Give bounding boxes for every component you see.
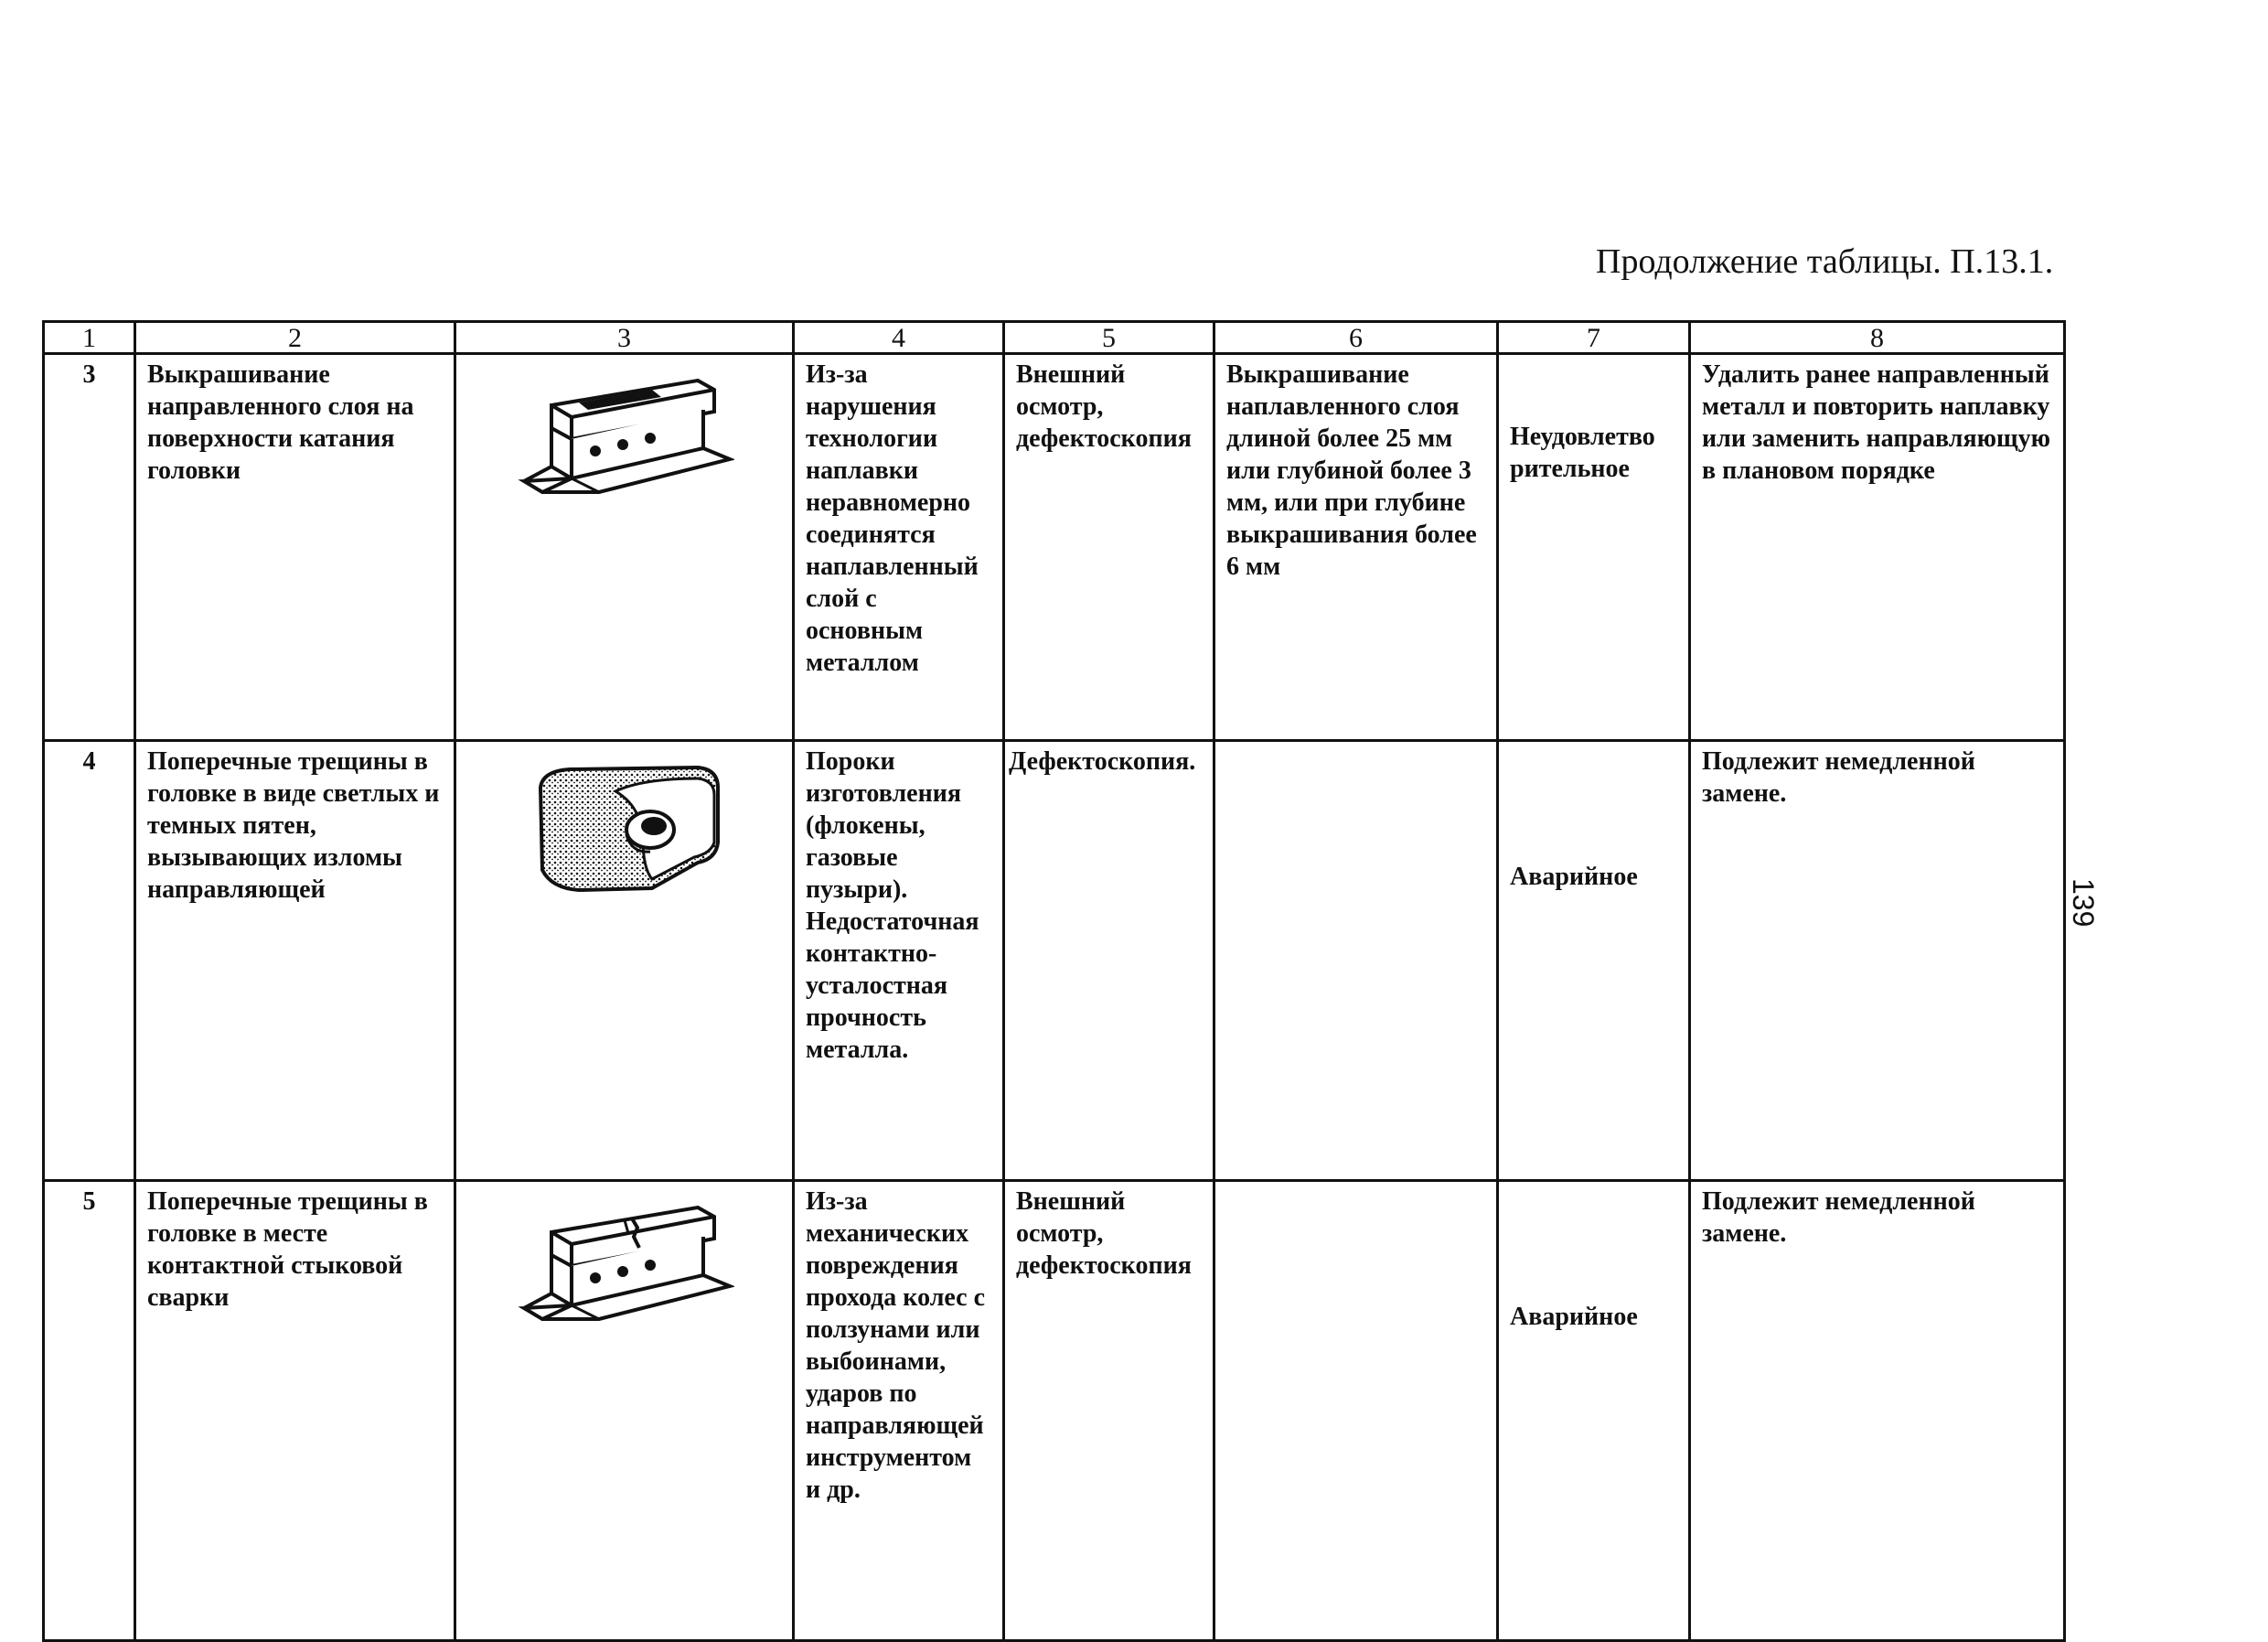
header-cell: 8 — [1690, 322, 2065, 354]
defect-cause: Из-за нарушения технологии наплавки неравномерно соединятся наплавленный слой с основным металлом — [794, 354, 1004, 741]
row-number: 3 — [44, 354, 135, 741]
defect-description: Поперечные трещины в головке в виде светлых и темных пятен, вызывающих изломы направляющей — [135, 741, 455, 1181]
header-cell: 3 — [455, 322, 794, 354]
inspection-method: Внешний осмотр, дефектоскопия — [1004, 1181, 1214, 1641]
inspection-method: Дефектоскопия. — [1004, 741, 1214, 1181]
required-action: Удалить ранее направленный металл и повторить наплавку или заменить направляющую в плановом порядке — [1690, 354, 2065, 741]
header-cell: 2 — [135, 322, 455, 354]
rail-spalling-sketch-icon — [515, 364, 734, 501]
required-action: Подлежит немедленной замене. — [1690, 741, 2065, 1181]
defect-sketch — [455, 1181, 794, 1641]
table-row — [44, 1181, 2065, 1641]
rail-weld-crack-sketch-icon — [515, 1191, 734, 1328]
defect-description: Поперечные трещины в головке в месте контактной стыковой сварки — [135, 1181, 455, 1641]
defect-sketch — [455, 741, 794, 1181]
inspection-method: Внешний осмотр, дефектоскопия — [1004, 354, 1214, 741]
header-cell: 4 — [794, 322, 1004, 354]
header-cell: 7 — [1498, 322, 1690, 354]
rejection-criteria — [1214, 741, 1498, 1181]
header-cell: 1 — [44, 322, 135, 354]
table-caption: Продолжение таблицы. П.13.1. — [1596, 242, 2054, 281]
header-cell: 6 — [1214, 322, 1498, 354]
header-cell: 5 — [1004, 322, 1214, 354]
defect-description: Выкрашивание направленного слоя на поверхности катания головки — [135, 354, 455, 741]
table-row — [44, 741, 2065, 1181]
condition-rating: Неудовлетво рительное — [1498, 354, 1690, 741]
condition-rating: Аварийное — [1498, 1181, 1690, 1641]
defect-cause: Пороки изготовления (флокены, газовые пузыри). Недостаточная контактно-усталостная прочность металла. — [794, 741, 1004, 1181]
rail-crack-section-sketch-icon — [515, 751, 734, 907]
row-number: 5 — [44, 1181, 135, 1641]
rejection-criteria: Выкрашивание наплавленного слоя длиной более 25 мм или глубиной более 3 мм, или при глубине выкрашивания более 6 мм — [1214, 354, 1498, 741]
rejection-criteria — [1214, 1181, 1498, 1641]
required-action: Подлежит немедленной замене. — [1690, 1181, 2065, 1641]
defect-cause: Из-за механических повреждения прохода колес с ползунами или выбоинами, ударов по направляющей инструментом и др. — [794, 1181, 1004, 1641]
defects-table — [42, 320, 2066, 1642]
page-number: 139 — [2067, 878, 2100, 928]
table-row — [44, 354, 2065, 741]
condition-rating: Аварийное — [1498, 741, 1690, 1181]
defect-sketch — [455, 354, 794, 741]
table-header-row — [44, 322, 2065, 354]
row-number: 4 — [44, 741, 135, 1181]
